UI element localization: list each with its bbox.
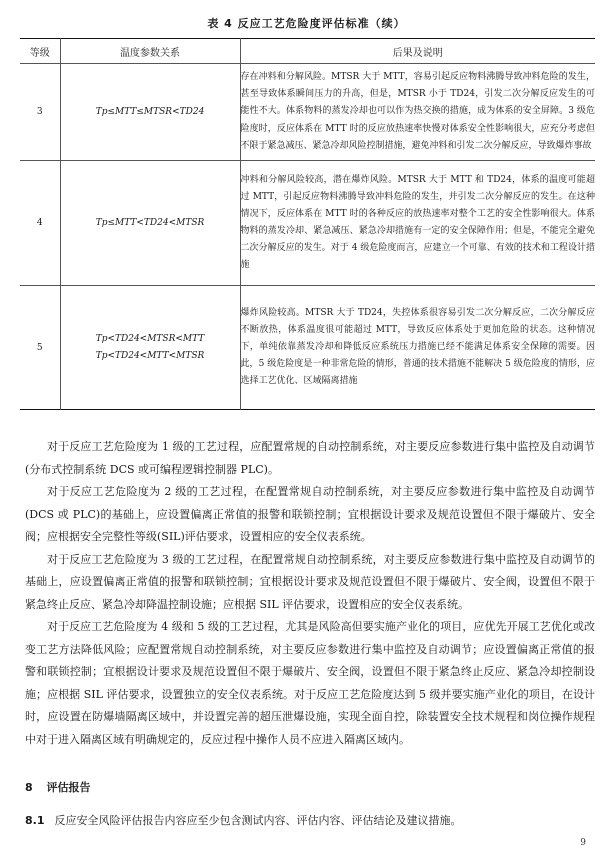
risk-assessment-table — [20, 38, 595, 410]
paragraph: 对于反应工艺危险度为 2 级的工艺过程，在配置常规自动控制系统，对主要反应参数进行集中监控及自动调节(DCS 或 PLC)的基础上，应设置偏离正常值的报警和联锁控制；宜根据设计要求及规范设置但不限于爆破片、安全阀；应根据安全完整性等级(SIL)评估要求，设置相应的安全仪表系统。 — [25, 485, 595, 543]
header-level: 等级 — [20, 39, 60, 64]
page-number: 9 — [580, 838, 586, 848]
condition-line: Tp≤MTT<TD24<MTSR — [95, 217, 205, 228]
section-heading — [25, 779, 91, 795]
table-header-row — [20, 39, 595, 64]
risk-level: 5 — [36, 342, 43, 353]
subclause-text: 反应安全风险评估报告内容应至少包含测试内容、评估内容、评估结论及建议措施。 — [54, 814, 462, 827]
condition-line: Tp<TD24<MTT<MTSR — [95, 350, 205, 361]
header-temperature-relation: 温度参数关系 — [60, 39, 240, 64]
table-row — [20, 286, 595, 410]
consequence-description: 存在冲料和分解风险。MTSR 大于 MTT，容易引起反应物料沸腾导致冲料危险的发生，甚至导致体系瞬间压力的升高，但是，MTSR 小于 TD24，引发二次分解反应发生的可能性不大。体系物料的蒸发冷却也可以作为热交换的措施，成为体系的安全屏障。3 级危险度时，反应体系在 MTT 时的反应放热速率快慢对体系安全性影响很大，应充分考虑但不限于紧急减压、紧急冷却风险控制措施，避免冲料和引发二次分解反应，导致爆炸事故 — [240, 64, 595, 161]
condition-line: Tp≤MTT≤MTSR<TD24 — [95, 106, 205, 117]
risk-level: 3 — [20, 64, 60, 161]
table-row — [20, 161, 595, 286]
consequence-description: 爆炸风险较高。MTSR 大于 TD24，失控体系很容易引发二次分解反应，二次分解反应不断放热，体系温度很可能超过 MTT，导致反应体系处于更加危险的状态。这种情况下，单纯依靠蒸发冷却和降低反应系统压力措施已经不能满足体系安全保障的需要。因此，5 级危险度是一种非常危险的情形，普通的技术措施不能解决 5 级危险度的情形，应选择工艺优化、区域隔离措施 — [240, 286, 595, 410]
temperature-relation — [60, 161, 240, 286]
temperature-relation — [60, 286, 240, 410]
condition-line: Tp<TD24<MTSR<MTT — [95, 333, 205, 344]
consequence-description: 冲料和分解风险较高，潜在爆炸风险。MTSR 大于 MTT 和 TD24，体系的温度可能超过 MTT，引起反应物料沸腾导致冲料危险的发生，并引发二次分解反应的发生。在这种情况下，反应体系在 MTT 时的各种反应的放热速率对整个工艺的安全性影响很大。体系物料的蒸发冷却、紧急减压、紧急冷却措施有一定的安全保障作用；但是，不能完全避免二次分解反应的发生。对于 4 级危险度而言，应建立一个可靠、有效的技术和工程设计措施 — [240, 161, 595, 286]
subclause — [25, 812, 462, 828]
temperature-relation — [60, 64, 240, 161]
risk-level: 4 — [20, 161, 60, 286]
paragraph: 对于反应工艺危险度为 4 级和 5 级的工艺过程，尤其是风险高但要实施产业化的项目，应优先开展工艺优化或改变工艺方法降低风险；应配置常规自动控制系统，对主要反应参数进行集中监控及自动调节；应设置偏离正常值的报警和联锁控制；宜根据设计要求及规范设置但不限于爆破片、安全阀，设置但不限于紧急终止反应、紧急冷却控制设施；应根据 SIL 评估要求，设置独立的安全仪表系统。对于反应工艺危险度达到 5 级并要实施产业化的项目，在设计时，应设置在防爆墙隔离区域中，并设置完善的超压泄爆设施，实现全面自控，除装置安全技术规程和岗位操作规程中对于进入隔离区域有明确规定的，反应过程中操作人员不应进入隔离区域内。 — [25, 620, 595, 746]
paragraph: 对于反应工艺危险度为 1 级的工艺过程，应配置常规的自动控制系统，对主要反应参数进行集中监控及自动调节(分布式控制系统 DCS 或可编程逻辑控制器 PLC)。 — [25, 440, 595, 476]
section-title: 评估报告 — [46, 781, 91, 794]
subclause-number: 8.1 — [25, 814, 45, 827]
body-paragraphs — [25, 436, 595, 751]
table-row — [20, 64, 595, 161]
section-number: 8 — [25, 781, 33, 794]
paragraph: 对于反应工艺危险度为 3 级的工艺过程，在配置常规自动控制系统，对主要反应参数进行集中监控及自动调节的基础上，应设置偏离正常值的报警和联锁控制；宜根据设计要求及规范设置但不限于爆破片、安全阀，设置但不限于紧急终止反应、紧急冷却降温控制设施；应根据 SIL 评估要求，设置相应的安全仪表系统。 — [25, 552, 595, 611]
header-consequence: 后果及说明 — [240, 39, 595, 64]
table-caption: 表 4 反应工艺危险度评估标准（续） — [207, 17, 406, 30]
